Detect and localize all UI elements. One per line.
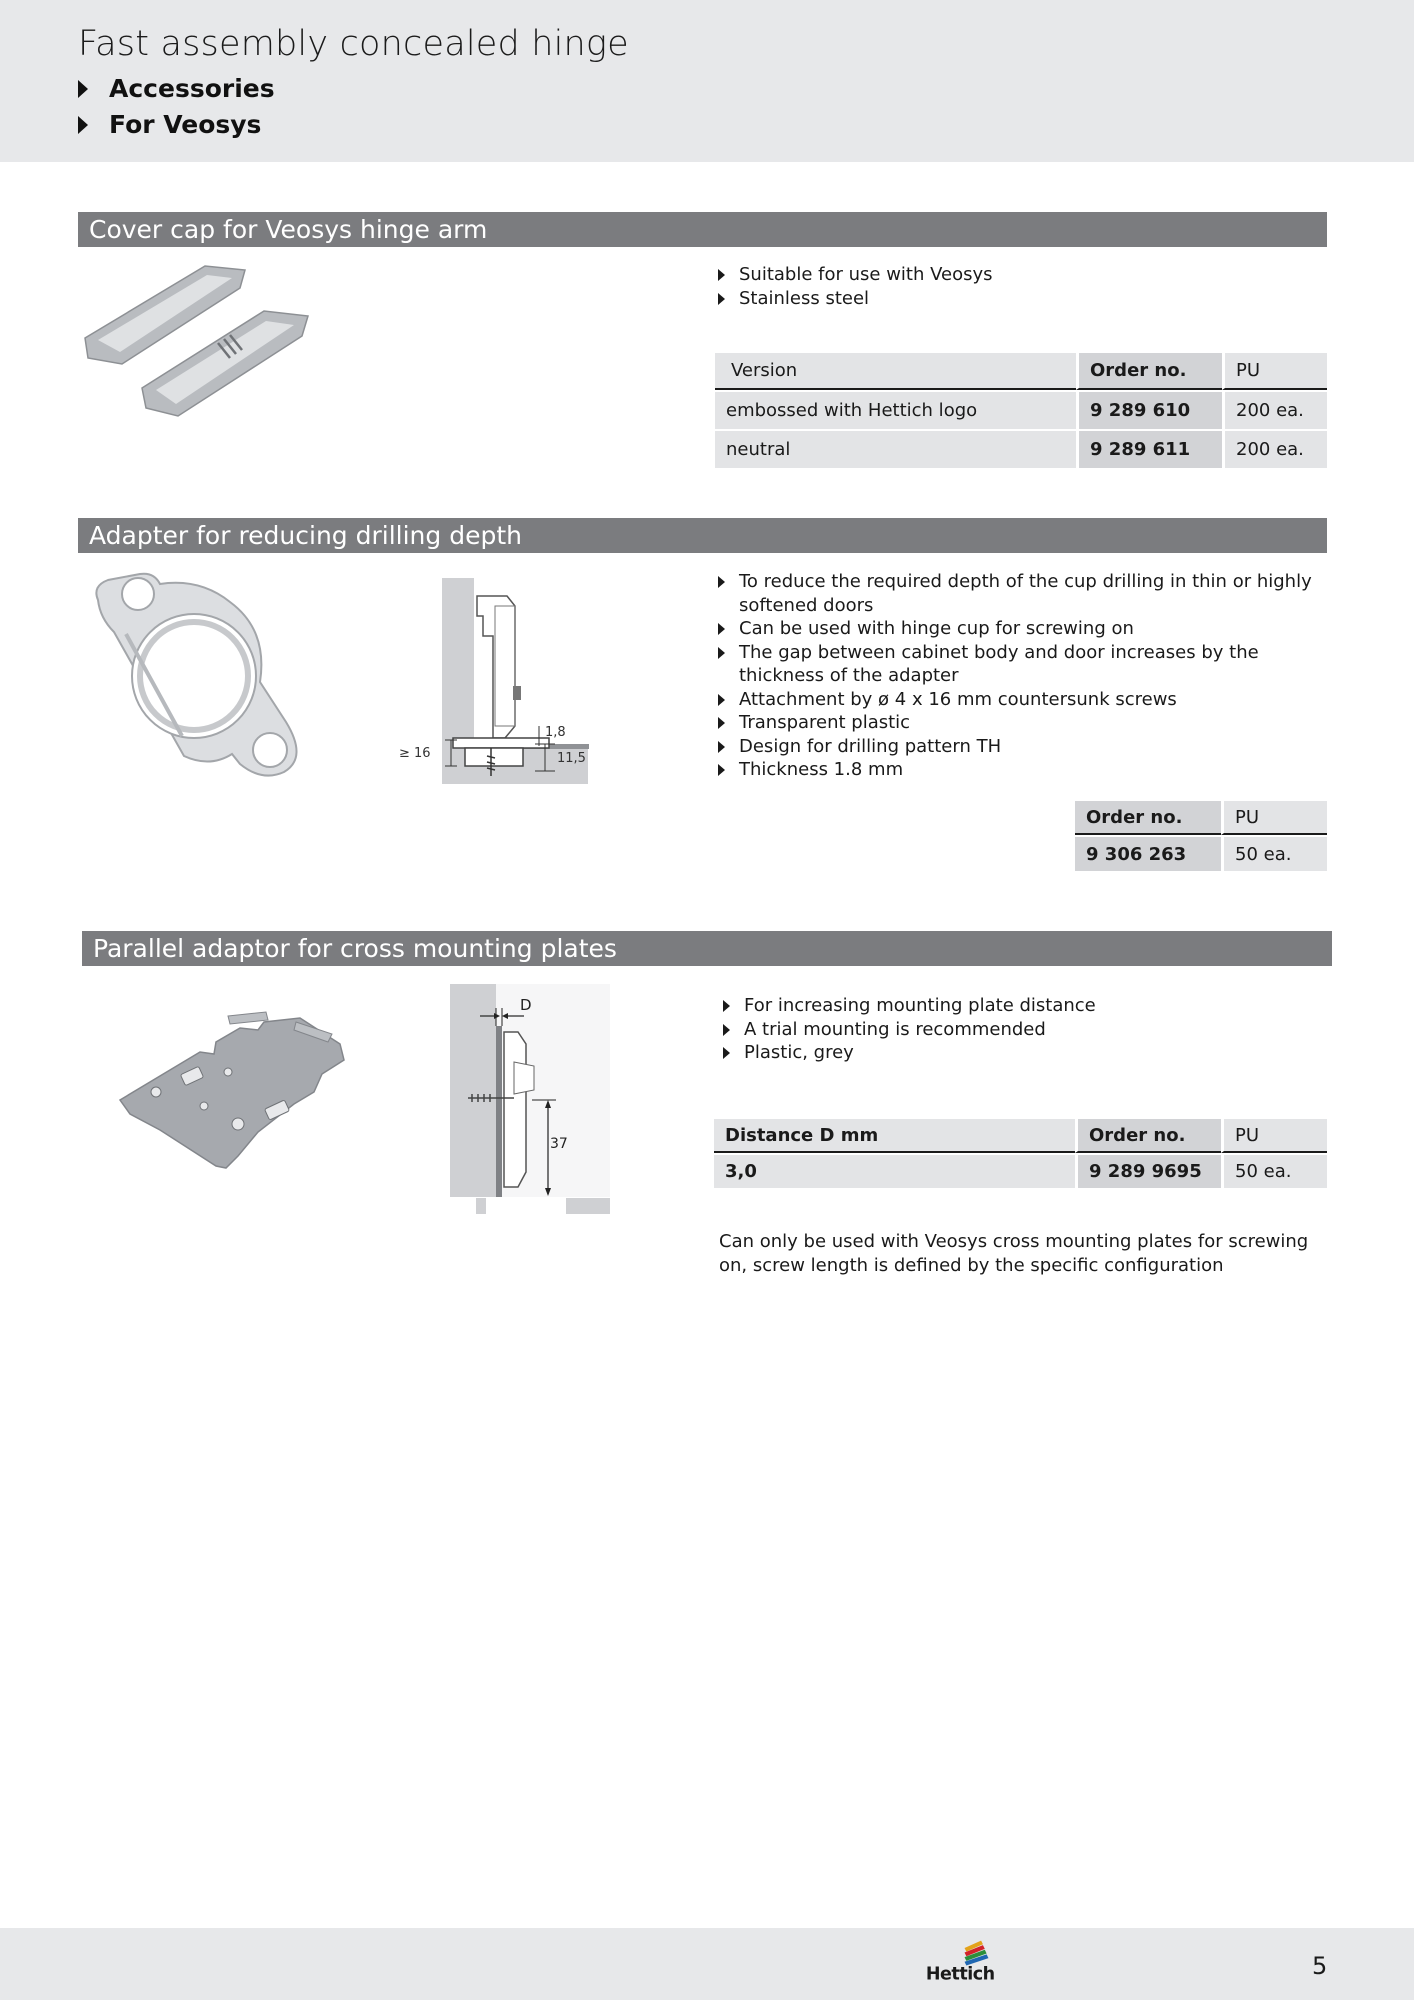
cover-cap-features bbox=[716, 263, 1316, 310]
breadcrumb-for-veosys bbox=[78, 110, 261, 139]
feature-item: Can be used with hinge cup for screwing on bbox=[716, 617, 1326, 641]
adapter-order-table bbox=[1075, 801, 1327, 871]
feature-item: Transparent plastic bbox=[716, 711, 1326, 735]
cell-version: neutral bbox=[715, 429, 1076, 468]
breadcrumb-label: Accessories bbox=[109, 74, 275, 103]
cell-version: embossed with Hettich logo bbox=[715, 390, 1076, 429]
column-header-distance: Distance D mm bbox=[714, 1119, 1075, 1153]
feature-item: Design for drilling pattern TH bbox=[716, 735, 1326, 759]
column-header-order-no: Order no. bbox=[1075, 1119, 1221, 1153]
table-header-row bbox=[715, 353, 1327, 390]
adapter-installation-diagram bbox=[395, 576, 595, 791]
table-row bbox=[715, 390, 1327, 429]
column-header-order-no: Order no. bbox=[1075, 801, 1221, 835]
parallel-adaptor-product-image bbox=[118, 1012, 343, 1172]
table-header-row bbox=[1075, 801, 1327, 835]
cell-order-no: 9 289 9695 bbox=[1075, 1153, 1221, 1188]
cover-cap-product-image bbox=[80, 258, 320, 418]
table-row bbox=[1075, 835, 1327, 871]
cell-pu: 50 ea. bbox=[1221, 1153, 1327, 1188]
dimension-label-thickness: 1,8 bbox=[545, 725, 566, 740]
column-header-pu: PU bbox=[1222, 353, 1327, 390]
adapter-features bbox=[716, 570, 1326, 782]
feature-item: A trial mounting is recommended bbox=[721, 1018, 1321, 1042]
parallel-adaptor-note: Can only be used with Veosys cross mounting plates for screwing on, screw length is defined by the specific configuration bbox=[719, 1231, 1309, 1276]
cell-order-no: 9 289 610 bbox=[1076, 390, 1222, 429]
column-header-pu: PU bbox=[1221, 801, 1327, 835]
cell-distance: 3,0 bbox=[714, 1153, 1075, 1188]
feature-item: Suitable for use with Veosys bbox=[716, 263, 1316, 287]
cell-pu: 50 ea. bbox=[1221, 835, 1327, 871]
feature-item: To reduce the required depth of the cup drilling in thin or highly softened doors bbox=[716, 570, 1326, 617]
triangle-bullet-icon bbox=[78, 116, 88, 134]
cover-cap-order-table bbox=[715, 353, 1327, 468]
table-header-row bbox=[714, 1119, 1327, 1153]
section-title-adapter: Adapter for reducing drilling depth bbox=[78, 518, 1327, 553]
adapter-product-image bbox=[90, 572, 315, 782]
column-header-pu: PU bbox=[1221, 1119, 1327, 1153]
cell-order-no: 9 306 263 bbox=[1075, 835, 1221, 871]
dimension-label-height: 37 bbox=[550, 1136, 568, 1152]
breadcrumb-label: For Veosys bbox=[109, 110, 262, 139]
cell-pu: 200 ea. bbox=[1222, 429, 1327, 468]
dimension-label-min-depth: ≥ 16 bbox=[399, 746, 431, 761]
page-title: Fast assembly concealed hinge bbox=[78, 24, 629, 64]
feature-item: Thickness 1.8 mm bbox=[716, 758, 1326, 782]
triangle-bullet-icon bbox=[78, 80, 88, 98]
column-header-version: Version bbox=[715, 353, 1076, 390]
page-footer bbox=[0, 1928, 1414, 2000]
svg-text:Hettich: Hettich bbox=[925, 1964, 995, 1985]
dimension-label-depth: 11,5 bbox=[557, 751, 586, 766]
table-row bbox=[714, 1153, 1327, 1188]
cell-order-no: 9 289 611 bbox=[1076, 429, 1222, 468]
breadcrumb-accessories bbox=[78, 74, 275, 103]
dimension-label-distance: D bbox=[520, 996, 532, 1014]
feature-item: Plastic, grey bbox=[721, 1041, 1321, 1065]
feature-item: The gap between cabinet body and door increases by the thickness of the adapter bbox=[716, 641, 1326, 688]
parallel-adaptor-features bbox=[721, 994, 1321, 1065]
section-title-cover-cap: Cover cap for Veosys hinge arm bbox=[78, 212, 1327, 247]
parallel-adaptor-order-table bbox=[714, 1119, 1327, 1188]
parallel-adaptor-installation-diagram bbox=[448, 982, 613, 1217]
column-header-order-no: Order no. bbox=[1076, 353, 1222, 390]
feature-item: Attachment by ø 4 x 16 mm countersunk screws bbox=[716, 688, 1326, 712]
section-title-parallel-adaptor: Parallel adaptor for cross mounting plates bbox=[82, 931, 1332, 966]
cell-pu: 200 ea. bbox=[1222, 390, 1327, 429]
table-row bbox=[715, 429, 1327, 468]
page-number: 5 bbox=[1312, 1952, 1328, 1980]
hettich-logo bbox=[924, 1934, 994, 1984]
page-header bbox=[0, 0, 1414, 162]
feature-item: Stainless steel bbox=[716, 287, 1316, 311]
feature-item: For increasing mounting plate distance bbox=[721, 994, 1321, 1018]
